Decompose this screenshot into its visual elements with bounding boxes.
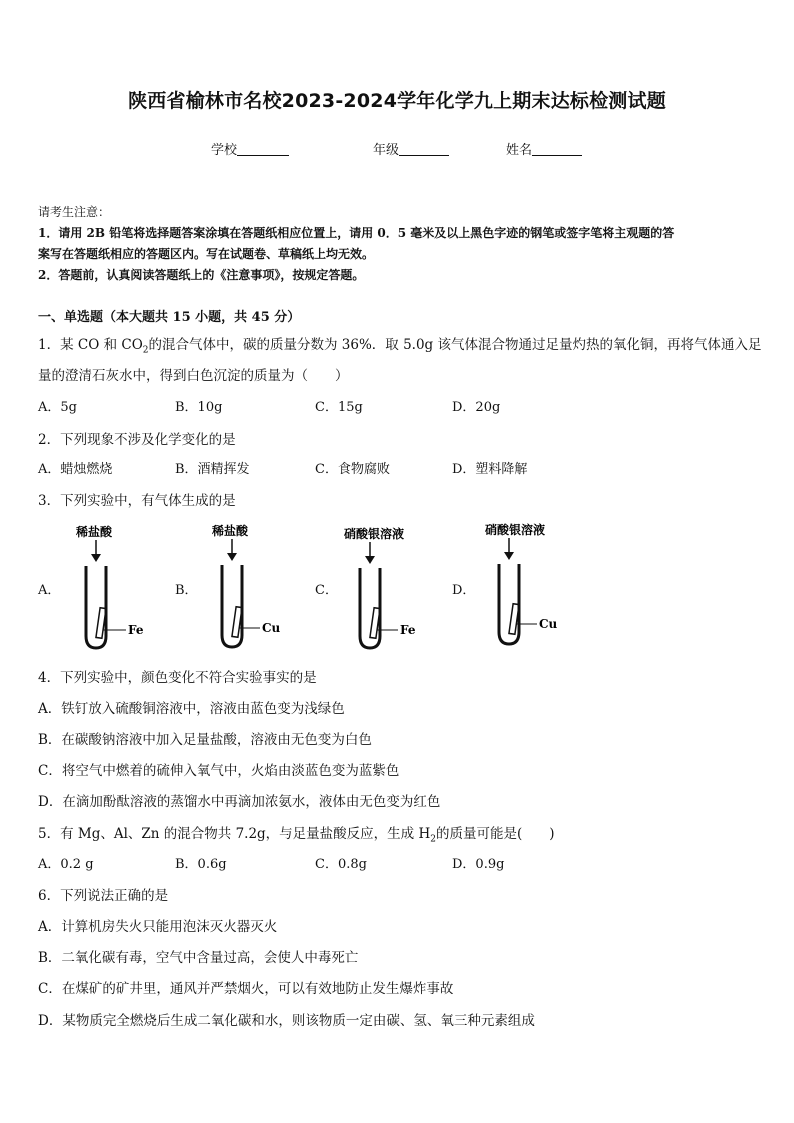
q4-option-a[interactable]: A．铁钉放入硫酸铜溶液中，溶液由蓝色变为浅绿色: [38, 701, 345, 717]
q3-option-b[interactable]: B．: [175, 583, 198, 598]
q3-diagram-b-metal: Cu: [262, 621, 281, 635]
q4-option-c[interactable]: C．将空气中燃着的硫伸入氧气中，火焰由淡蓝色变为蓝紫色: [38, 763, 400, 779]
notice-line-1a: 1．请用 2B 铅笔将选择题答案涂填在答题纸相应位置上，请用 0．5 毫米及以上黑色字迹的钢笔或签字笔将主观题的答: [38, 226, 675, 240]
q4-stem: 4．下列实验中，颜色变化不符合实验事实的是: [38, 670, 317, 686]
q2-option-b[interactable]: B．酒精挥发: [175, 462, 250, 477]
q5-option-a[interactable]: A．0.2 g: [38, 857, 94, 872]
notice-line-2: 2．答题前，认真阅读答题纸上的《注意事项》，按规定答题。: [38, 268, 365, 282]
grade-field[interactable]: [373, 139, 449, 158]
q3-diagram-a: [62, 518, 192, 658]
q6-option-a[interactable]: A．计算机房失火只能用泡沫灭火器灭火: [38, 919, 278, 935]
q3-diagram-d-reagent: 硝酸银溶液: [485, 523, 546, 537]
q1-option-c[interactable]: C．15g: [315, 400, 363, 415]
q3-diagram-c-reagent: 硝酸银溶液: [344, 527, 405, 541]
q6-stem: 6．下列说法正确的是: [38, 888, 169, 904]
q3-diagram-c: [336, 518, 466, 658]
q1-text-b: 的混合气体中，碳的质量分数为 36%．取 5.0g 该气体混合物通过足量灼热的氧化铜，再将气体通入足: [148, 337, 762, 353]
q5-stem: [38, 822, 555, 845]
school-field[interactable]: [211, 139, 289, 158]
notice-heading: 请考生注意：: [38, 205, 111, 219]
grade-label: 年级: [373, 143, 400, 158]
q1-option-a[interactable]: A．5g: [38, 400, 77, 415]
q2-option-c[interactable]: C．食物腐败: [315, 462, 390, 477]
q1-stem-line1: [38, 333, 762, 356]
q5-text-a: 5．有 Mg、Al、Zn 的混合物共 7.2g，与足量盐酸反应，生成 H: [38, 826, 431, 842]
q5-subscript: 2: [430, 834, 436, 845]
school-blank[interactable]: [237, 141, 289, 156]
q3-diagram-c-metal: Fe: [400, 623, 416, 637]
q3-diagram-a-metal: Fe: [128, 623, 144, 637]
q1-subscript: 2: [142, 345, 149, 356]
q1-text-a: 1．某 CO 和 CO: [38, 337, 143, 353]
q3-option-c[interactable]: C．: [315, 583, 338, 598]
school-label: 学校: [211, 143, 238, 158]
q3-option-a[interactable]: A．: [38, 583, 61, 598]
q1-stem-line2: 量的澄清石灰水中，得到白色沉淀的质量为（ ）: [38, 368, 349, 384]
arrow-head-icon: [504, 552, 514, 560]
q1-option-d[interactable]: D．20g: [452, 400, 501, 415]
page-title: 陕西省榆林市名校2023-2024学年化学九上期末达标检测试题: [128, 90, 666, 112]
q3-diagram-b-reagent: 稀盐酸: [212, 524, 249, 538]
name-label: 姓名: [506, 143, 533, 158]
section-heading: 一、单选题（本大题共 15 小题，共 45 分）: [38, 310, 301, 325]
q3-stem: 3．下列实验中，有气体生成的是: [38, 493, 236, 509]
name-blank[interactable]: [532, 141, 582, 156]
q4-option-b[interactable]: B．在碳酸钠溶液中加入足量盐酸，溶液由无色变为白色: [38, 732, 372, 748]
q2-option-a[interactable]: A．蜡烛燃烧: [38, 462, 113, 477]
q2-option-d[interactable]: D．塑料降解: [452, 462, 528, 477]
q3-option-d[interactable]: D．: [452, 583, 476, 598]
q5-option-b[interactable]: B．0.6g: [175, 857, 227, 872]
q6-option-d[interactable]: D．某物质完全燃烧后生成二氧化碳和水，则该物质一定由碳、氢、氧三种元素组成: [38, 1013, 535, 1029]
arrow-head-icon: [365, 556, 375, 564]
q6-option-b[interactable]: B．二氧化碳有毒，空气中含量过高，会使人中毒死亡: [38, 950, 359, 966]
q5-option-d[interactable]: D．0.9g: [452, 857, 505, 872]
name-field[interactable]: [506, 139, 582, 158]
q3-diagram-d-metal: Cu: [539, 617, 558, 631]
q1-option-b[interactable]: B．10g: [175, 400, 223, 415]
q2-stem: 2．下列现象不涉及化学变化的是: [38, 432, 236, 448]
q5-text-b: 的质量可能是( ): [435, 826, 555, 842]
q3-diagram-b: [198, 518, 328, 658]
q6-option-c[interactable]: C．在煤矿的矿井里，通风并严禁烟火，可以有效地防止发生爆炸事故: [38, 981, 454, 997]
arrow-head-icon: [91, 554, 101, 562]
q4-option-d[interactable]: D．在滴加酚酞溶液的蒸馏水中再滴加浓氨水，液体由无色变为红色: [38, 794, 441, 810]
grade-blank[interactable]: [399, 141, 449, 156]
q3-diagram-d: [475, 518, 605, 658]
q5-option-c[interactable]: C．0.8g: [315, 857, 367, 872]
q3-diagram-a-reagent: 稀盐酸: [76, 525, 113, 539]
notice-line-1b: 案写在答题纸相应的答题区内。写在试题卷、草稿纸上均无效。: [38, 247, 375, 261]
arrow-head-icon: [227, 553, 237, 561]
